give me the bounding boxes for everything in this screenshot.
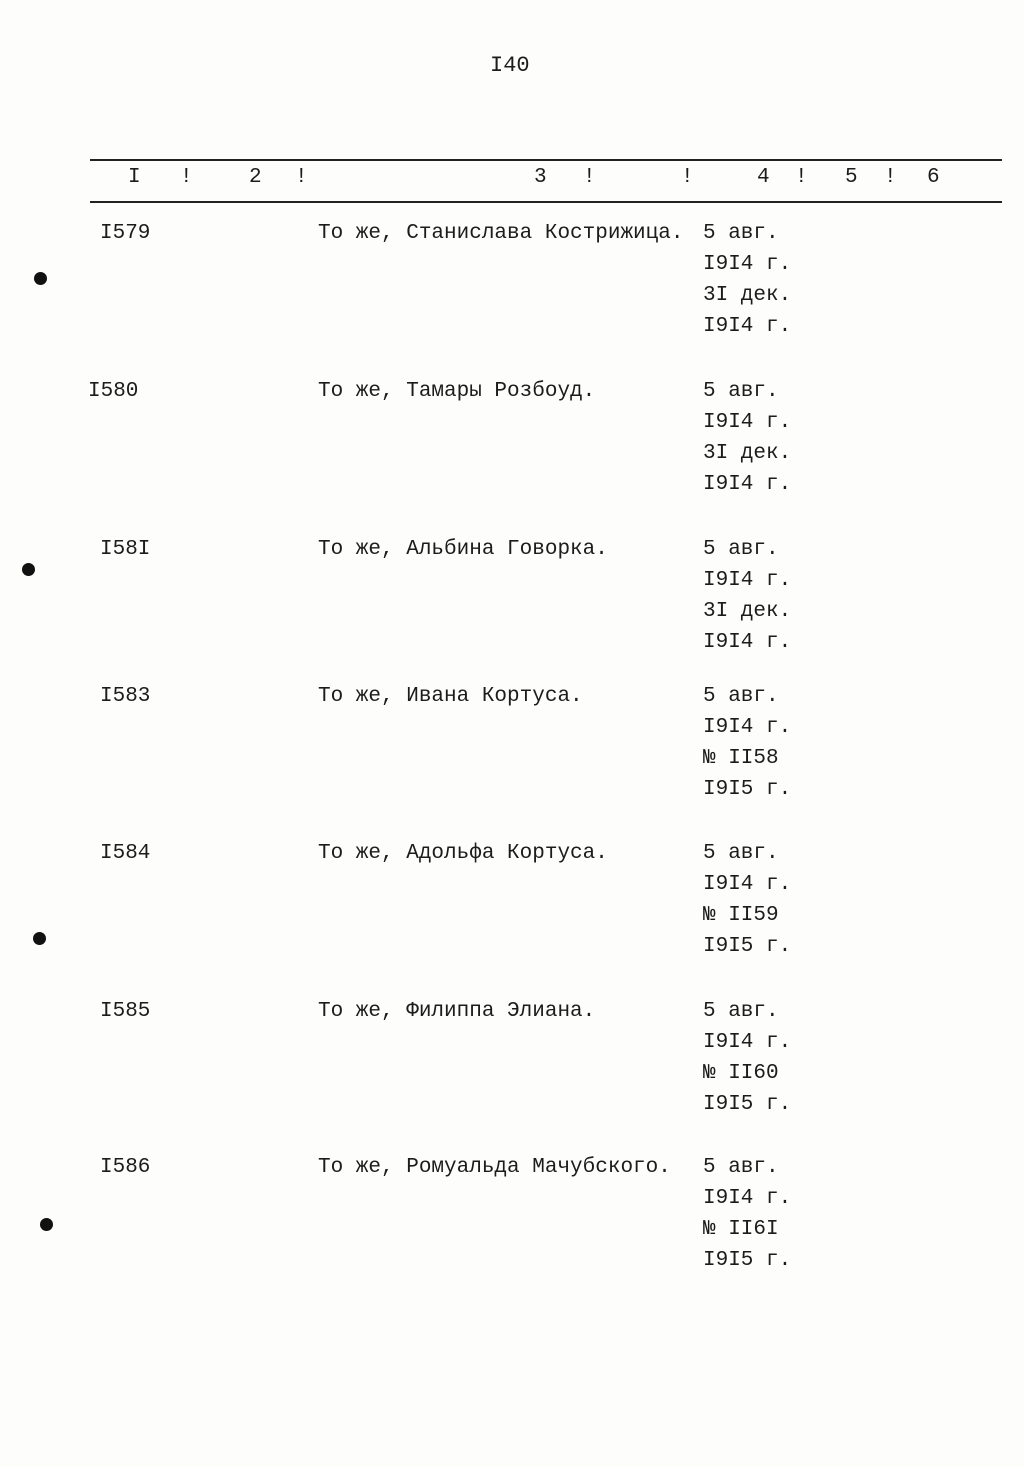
date-line: 5 авг. <box>703 538 779 561</box>
date-line: I9I4 г. <box>703 411 792 434</box>
col-header-3: 3 <box>534 166 547 189</box>
record-dates <box>703 1152 791 1276</box>
punch-hole-mark <box>34 272 47 285</box>
record-dates <box>703 218 791 342</box>
date-line: 5 авг. <box>703 1156 779 1179</box>
record-number: I58I <box>100 538 151 561</box>
record-dates <box>703 838 791 962</box>
col-separator: ! <box>583 166 596 189</box>
col-separator: ! <box>295 166 308 189</box>
date-line: I9I5 г. <box>703 1249 792 1272</box>
col-header-5: 5 <box>845 166 858 189</box>
record-number: I585 <box>100 1000 151 1023</box>
date-line: 3I дек. <box>703 284 792 307</box>
table-row <box>0 1152 1024 1282</box>
record-number: I586 <box>100 1156 151 1179</box>
date-line: № II60 <box>703 1062 779 1085</box>
record-description: То же, Станислава Кострижица. <box>318 222 684 245</box>
punch-hole-mark <box>40 1218 53 1231</box>
record-description: То же, Тамары Розбоуд. <box>318 380 596 403</box>
date-line: I9I4 г. <box>703 1187 792 1210</box>
col-separator: ! <box>681 166 694 189</box>
table-header-rule <box>90 201 1002 203</box>
date-line: № II59 <box>703 904 779 927</box>
record-number: I579 <box>100 222 151 245</box>
date-line: I9I4 г. <box>703 473 792 496</box>
date-line: № II6I <box>703 1218 779 1241</box>
record-description: То же, Альбина Говорка. <box>318 538 608 561</box>
record-dates <box>703 996 791 1120</box>
date-line: I9I4 г. <box>703 569 792 592</box>
record-number: I584 <box>100 842 151 865</box>
date-line: I9I4 г. <box>703 253 792 276</box>
record-number: I583 <box>100 685 151 708</box>
punch-hole-mark <box>22 563 35 576</box>
date-line: I9I4 г. <box>703 1031 792 1054</box>
date-line: 5 авг. <box>703 1000 779 1023</box>
record-description: То же, Ромуальда Мачубского. <box>318 1156 671 1179</box>
record-description: То же, Филиппа Элиана. <box>318 1000 596 1023</box>
table-row <box>0 376 1024 506</box>
record-number: I580 <box>88 380 139 403</box>
date-line: 3I дек. <box>703 600 792 623</box>
date-line: 5 авг. <box>703 842 779 865</box>
table-row <box>0 534 1024 664</box>
date-line: 5 авг. <box>703 222 779 245</box>
table-row <box>0 681 1024 811</box>
date-line: 5 авг. <box>703 685 779 708</box>
record-dates <box>703 376 791 500</box>
record-dates <box>703 681 791 805</box>
date-line: I9I4 г. <box>703 631 792 654</box>
table-row <box>0 218 1024 348</box>
page-number: I40 <box>490 53 530 78</box>
col-header-1: I <box>128 166 141 189</box>
col-separator: ! <box>795 166 808 189</box>
punch-hole-mark <box>33 932 46 945</box>
table-row <box>0 996 1024 1126</box>
table-row <box>0 838 1024 968</box>
date-line: I9I4 г. <box>703 873 792 896</box>
date-line: I9I5 г. <box>703 935 792 958</box>
col-separator: ! <box>180 166 193 189</box>
date-line: 5 авг. <box>703 380 779 403</box>
record-description: То же, Ивана Кортуса. <box>318 685 583 708</box>
col-header-6: 6 <box>927 166 940 189</box>
col-header-4: 4 <box>757 166 770 189</box>
date-line: I9I4 г. <box>703 315 792 338</box>
date-line: I9I4 г. <box>703 716 792 739</box>
date-line: I9I5 г. <box>703 1093 792 1116</box>
date-line: № II58 <box>703 747 779 770</box>
date-line: 3I дек. <box>703 442 792 465</box>
table-top-rule <box>90 159 1002 161</box>
col-separator: ! <box>884 166 897 189</box>
date-line: I9I5 г. <box>703 778 792 801</box>
record-description: То же, Адольфа Кортуса. <box>318 842 608 865</box>
col-header-2: 2 <box>249 166 262 189</box>
record-dates <box>703 534 791 658</box>
